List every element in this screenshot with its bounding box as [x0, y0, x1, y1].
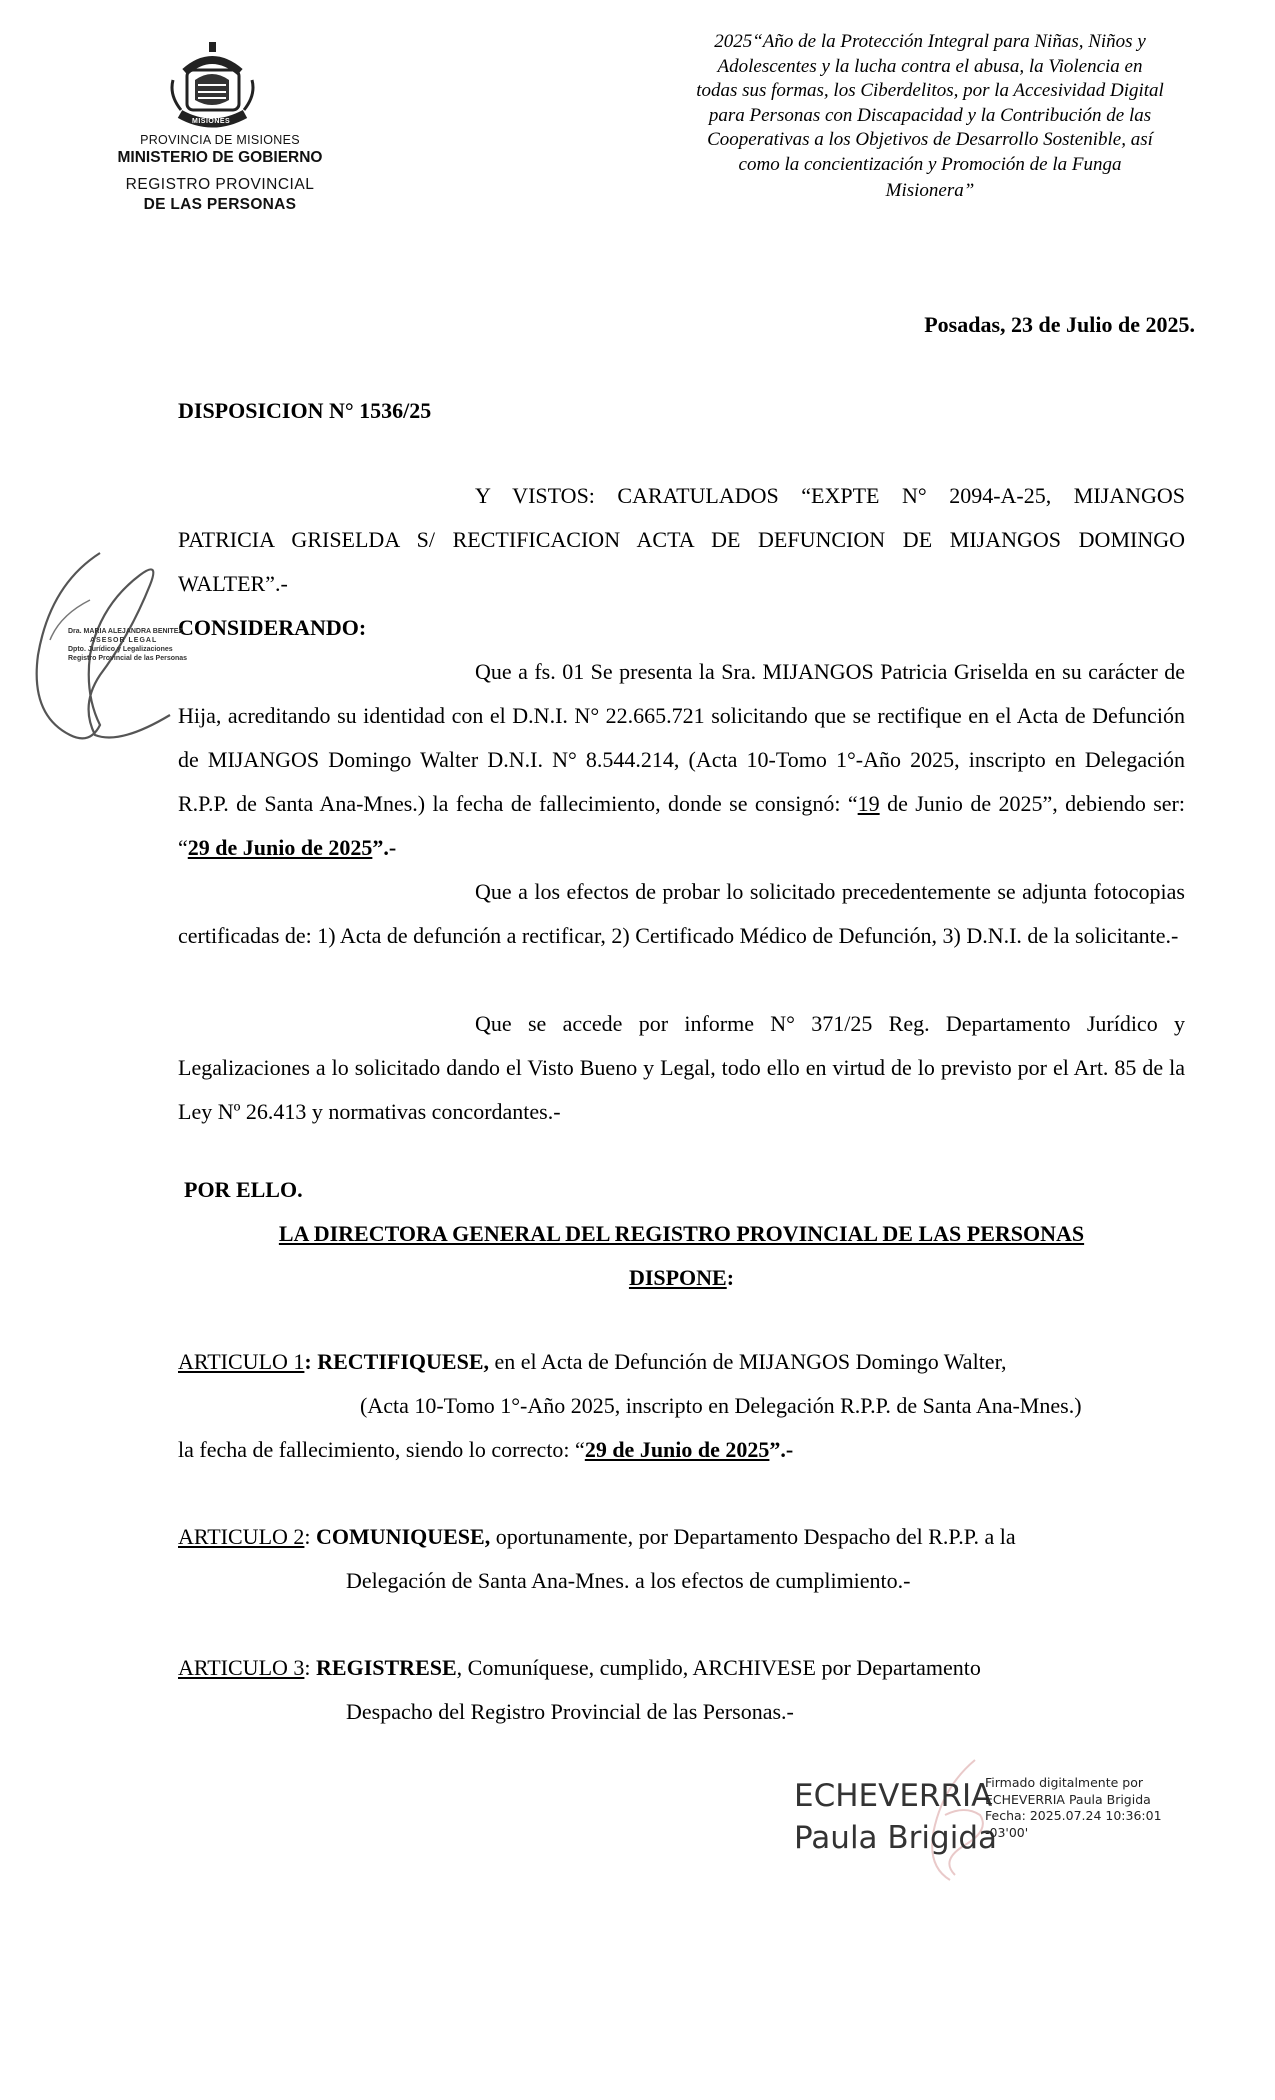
disposition-number: DISPOSICION N° 1536/25 [178, 398, 432, 423]
year-motto [660, 30, 1200, 204]
por-ello: POR ELLO. [184, 1177, 303, 1202]
stamp-line1: Dra. MARIA ALEJANDRA BENITEZ [68, 628, 183, 635]
art2-verb: COMUNIQUESE, [316, 1524, 491, 1549]
motto-line: Adolescentes y la lucha contra el abusa, la Violencia en [717, 55, 1143, 77]
stamp-line3: Dpto. Jurídico y Legalizaciones [68, 646, 173, 653]
stamp-line2: ASESOR LEGAL [90, 637, 158, 644]
art1-correct-date: 29 de Junio de 2025 [584, 1437, 770, 1462]
directora-heading [178, 1212, 1185, 1256]
header-province: PROVINCIA DE MISIONES [140, 133, 300, 147]
header-registry-sub: DE LAS PERSONAS [143, 196, 297, 213]
legal-stamp [30, 545, 188, 745]
directora-title: LA DIRECTORA GENERAL DEL REGISTRO PROVINCIAL DE LAS PERSONAS [278, 1221, 1085, 1246]
p1-text-a: Que a fs. 01 Se presenta la Sra. MIJANGOS Patricia Griselda en su carácter de Hija, acreditando su identidad con el D.N.I. N° 22.665.721 solicitando que se rectifique en el Acta de Defunción de MIJANGOS Domingo Walter D.N.I. N° 8.544.214, (Acta 10-Tomo 1°-Año 2025, inscripto en Delegación R.P.P. de Santa Ana-Mnes.) la fecha de fallecimiento, donde se consignó: “ [178, 659, 1185, 816]
considerando-paragraph-2: Que a los efectos de probar lo solicitado precedentemente se adjunta fotocopias certificadas de: 1) Acta de defunción a rectificar, 2) Certificado Médico de Defunción, 3) D.N.I. de la solicitante.- [178, 879, 1185, 948]
art3-line1: , Comuníquese, cumplido, ARCHIVESE por Departamento [456, 1655, 981, 1680]
art2-label: ARTICULO 2 [178, 1524, 305, 1549]
art1-verb: RECTIFIQUESE, [317, 1349, 490, 1374]
stamp-line4: Registro Provincial de las Personas [68, 655, 188, 662]
art1-label: ARTICULO 1 [178, 1349, 305, 1374]
header-ministry: MINISTERIO DE GOBIERNO [117, 149, 323, 166]
digital-signature-name [794, 1775, 997, 1859]
p1-text-c: de Junio de 2025”, debiendo ser: “ [178, 791, 1186, 860]
p1-text-e: ”.- [372, 835, 397, 860]
motto-line: Cooperativas a los Objetivos de Desarrollo Sostenible, así [707, 129, 1153, 150]
document-date: Posadas, 23 de Julio de 2025. [924, 312, 1195, 337]
motto-line: como la concientización y Promoción de la Funga [738, 153, 1122, 175]
signature-info-line: -03'00' [985, 1824, 1029, 1840]
crest-text-bottom: MISIONES [192, 118, 231, 125]
art3-label: ARTICULO 3 [178, 1655, 305, 1680]
considerando-paragraph-3: Que se accede por informe N° 371/25 Reg. Departamento Jurídico y Legalizaciones a lo solicitado dando el Visto Bueno y Legal, todo ello en virtud de lo previsto por el Art. 85 de la Ley Nº 26.413 y normativas concordantes.- [178, 1011, 1185, 1124]
signature-info-line: Firmado digitalmente por [985, 1775, 1143, 1790]
art2-line1: oportunamente, por Departamento Despacho del R.P.P. a la [490, 1524, 1016, 1549]
digital-signature-info [985, 1775, 1162, 1841]
art3-verb: REGISTRESE [316, 1655, 457, 1680]
dispone-word: DISPONE [628, 1265, 727, 1290]
art1-line1: en el Acta de Defunción de MIJANGOS Domingo Walter, [489, 1349, 1007, 1374]
dispone-colon: : [726, 1265, 735, 1290]
p1-correct-date: 29 de Junio de 2025 [187, 835, 373, 860]
art2-colon: : [304, 1524, 317, 1549]
considerando-paragraph-1 [178, 650, 1185, 870]
header-registry: REGISTRO PROVINCIAL [125, 176, 315, 193]
signature-info-line: Fecha: 2025.07.24 10:36:01 [985, 1808, 1162, 1823]
art1-line3a: la fecha de fallecimiento, siendo lo correcto: “ [178, 1437, 585, 1462]
motto-line: todas sus formas, los Ciberdelitos, por la Accesividad Digital [696, 80, 1164, 101]
p1-wrong-day: 19 [857, 791, 880, 816]
motto-line: para Personas con Discapacidad y la Contribución de las [708, 104, 1152, 126]
art1-line2: (Acta 10-Tomo 1°-Año 2025, inscripto en Delegación R.P.P. de Santa Ana-Mnes.) [360, 1393, 1082, 1418]
articulo-1 [178, 1340, 1185, 1472]
art3-colon: : [304, 1655, 317, 1680]
dispone-heading [178, 1256, 1185, 1300]
signature-surname: ECHEVERRIA [794, 1778, 993, 1814]
art1-line3c: ”.- [769, 1437, 794, 1462]
signature-info-line: ECHEVERRIA Paula Brigida [985, 1791, 1151, 1807]
motto-line: Misionera” [885, 180, 975, 201]
art3-line2: Despacho del Registro Provincial de las Personas.- [346, 1699, 794, 1724]
art1-colon: : [304, 1349, 318, 1374]
articulo-3 [178, 1646, 1185, 1734]
articulo-2 [178, 1515, 1185, 1603]
vistos-paragraph: Y VISTOS: CARATULADOS “EXPTE N° 2094-A-25, MIJANGOS PATRICIA GRISELDA S/ RECTIFICACION ACTA DE DEFUNCION DE MIJANGOS DOMINGO WALTER”.- [178, 483, 1185, 596]
considerando-heading: CONSIDERANDO: [178, 615, 367, 640]
motto-line: 2025“Año de la Protección Integral para Niñas, Niños y [714, 31, 1146, 52]
province-crest-icon [165, 40, 260, 130]
signature-given-names: Paula Brigida [794, 1820, 997, 1856]
art2-line2: Delegación de Santa Ana-Mnes. a los efectos de cumplimiento.- [346, 1568, 911, 1593]
